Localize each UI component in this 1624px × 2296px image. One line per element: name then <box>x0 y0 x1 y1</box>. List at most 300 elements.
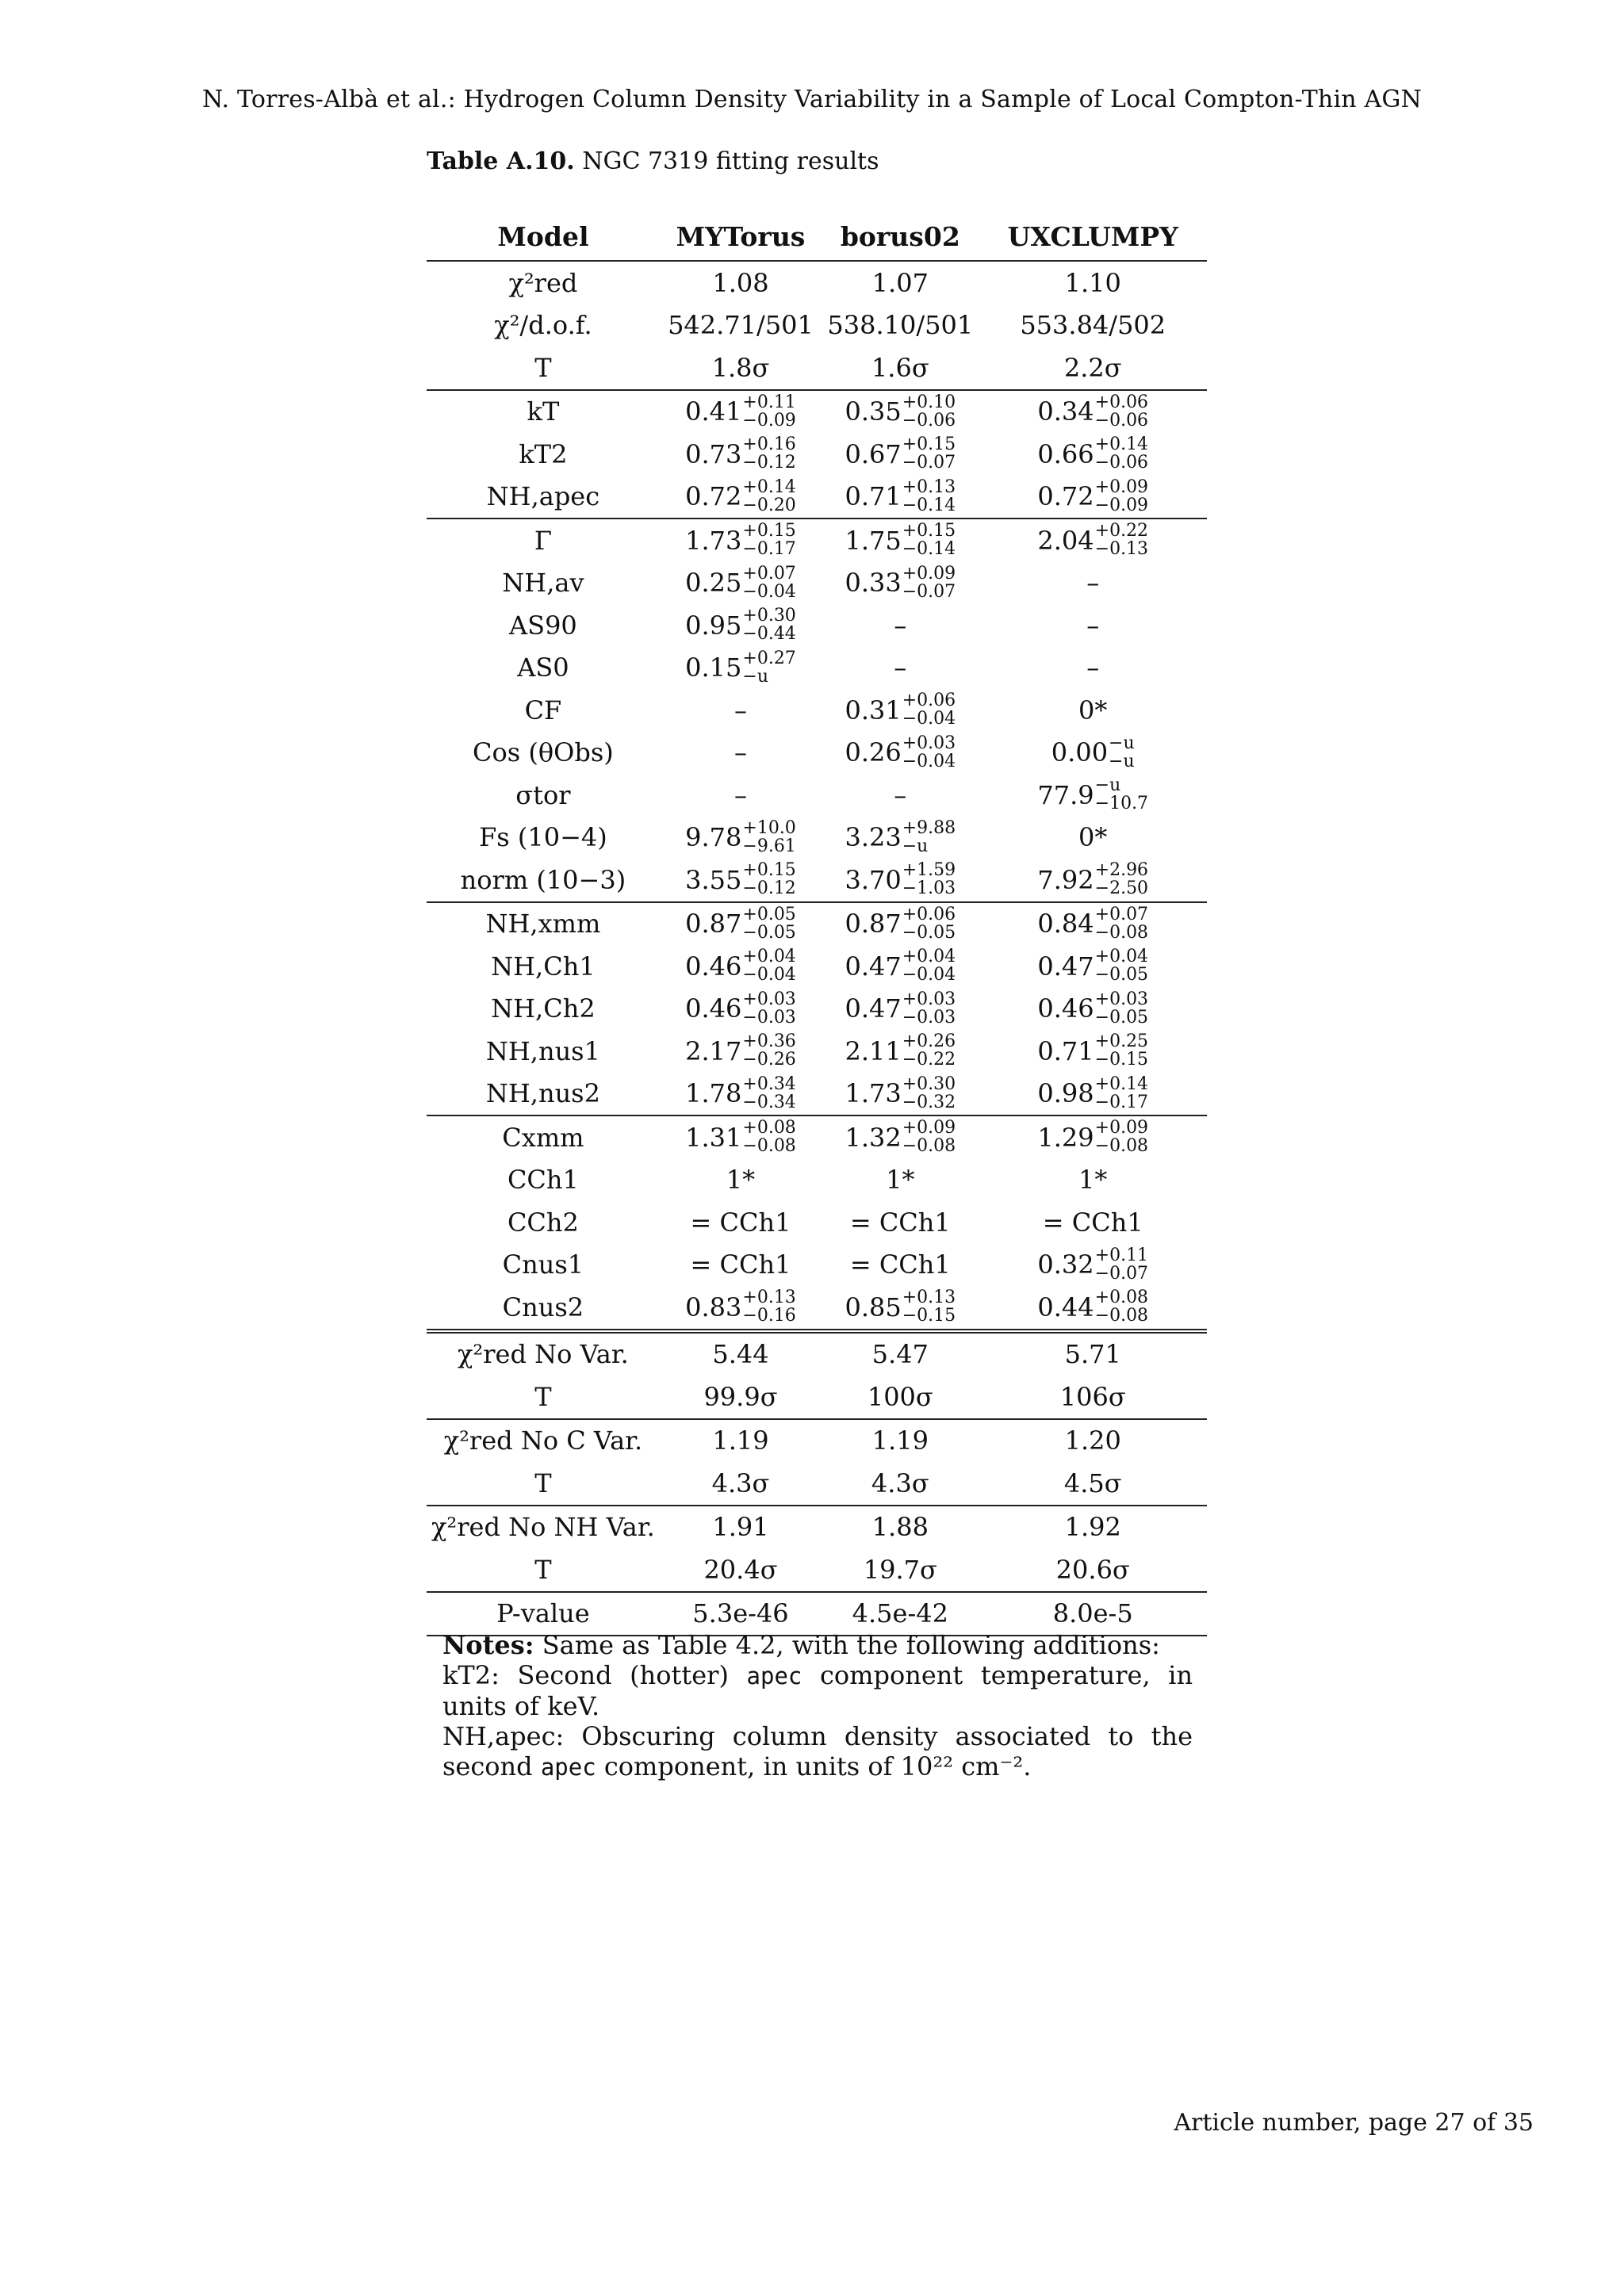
table-cell <box>979 988 1207 1031</box>
table-cell <box>822 1201 979 1244</box>
table-row <box>427 519 1207 562</box>
error-bounds <box>902 692 956 728</box>
lower-error: −0.04 <box>902 965 956 985</box>
cell-value-group <box>1086 610 1100 641</box>
table-cell <box>822 390 979 434</box>
table-cell <box>822 774 979 817</box>
cell-value: 1.92 <box>1064 1512 1121 1543</box>
lower-error: −0.04 <box>742 581 796 602</box>
cell-value-group <box>845 817 956 856</box>
table-cell <box>660 988 822 1031</box>
cell-value: – <box>894 652 907 683</box>
cell-value: 3.70 <box>845 864 902 895</box>
cell-value: 0.31 <box>845 695 902 725</box>
cell-value-group <box>685 817 796 856</box>
row-label: CF <box>524 695 562 725</box>
upper-error: +10.0 <box>742 817 796 838</box>
lower-error: −0.12 <box>742 878 796 899</box>
error-bounds <box>902 948 956 984</box>
cell-value: 0.00 <box>1051 737 1109 768</box>
table-cell <box>822 689 979 732</box>
cell-value: 1.31 <box>685 1122 742 1153</box>
cell-value: 1.29 <box>1037 1122 1094 1153</box>
error-bounds <box>1109 735 1135 771</box>
table-cell <box>979 304 1207 347</box>
row-label: χ²red No Var. <box>458 1339 629 1370</box>
cell-value-group <box>685 1289 796 1325</box>
cell-value-group <box>845 1119 956 1155</box>
cell-value: 4.5e-42 <box>852 1598 948 1629</box>
row-label: χ²red No C Var. <box>443 1425 643 1456</box>
error-bounds <box>902 817 956 856</box>
cell-value: 0.98 <box>1037 1078 1094 1109</box>
cell-value: 1.91 <box>712 1512 769 1543</box>
row-label: NH,xmm <box>485 909 601 939</box>
cell-value: 0.33 <box>845 568 902 599</box>
table-cell <box>979 1331 1207 1376</box>
row-label: T <box>427 1376 660 1419</box>
table-cell <box>822 1548 979 1592</box>
lower-error: −0.44 <box>742 624 796 645</box>
lower-error: −0.14 <box>902 539 956 560</box>
error-bounds <box>1095 991 1148 1027</box>
cell-value-group <box>1037 1073 1149 1112</box>
upper-error: +0.15 <box>742 860 796 881</box>
cell-value: 2.17 <box>685 1035 742 1066</box>
error-bounds <box>742 1289 795 1325</box>
notes-nh-term: NH,apec: <box>442 1721 565 1751</box>
lower-error: −0.08 <box>1094 1306 1149 1326</box>
upper-error: +0.05 <box>742 904 796 924</box>
upper-error: +0.14 <box>1094 434 1149 455</box>
cell-value-group <box>733 695 747 725</box>
cell-value-group <box>1037 436 1148 472</box>
error-bounds <box>742 817 796 856</box>
error-bounds <box>902 862 956 897</box>
table-cell <box>979 859 1207 902</box>
lower-error: −9.61 <box>742 836 796 856</box>
table-body <box>427 261 1207 1636</box>
table-cell <box>822 1159 979 1202</box>
cell-value: 3.23 <box>845 822 902 853</box>
error-bounds <box>742 522 795 558</box>
cell-value-group <box>1037 862 1148 897</box>
cell-value: 0.72 <box>685 481 742 512</box>
row-label: T <box>427 1462 660 1506</box>
upper-error: +0.15 <box>902 521 956 541</box>
upper-error: +0.16 <box>742 434 796 455</box>
cell-value: 9.78 <box>685 822 742 853</box>
upper-error: +0.08 <box>1094 1288 1149 1308</box>
error-bounds <box>902 735 956 771</box>
cell-value: = CCh1 <box>849 1207 951 1238</box>
cell-value: – <box>894 610 907 641</box>
cell-value: – <box>894 779 907 810</box>
lower-error: −0.03 <box>902 1007 956 1027</box>
table-cell <box>660 1548 822 1592</box>
table-row <box>427 1592 1207 1636</box>
cell-value-group <box>685 522 796 558</box>
error-bounds <box>902 436 956 472</box>
cell-value: 1.08 <box>712 267 769 298</box>
table-cell <box>660 859 822 902</box>
error-bounds <box>902 476 956 515</box>
notes-kt2-term: kT2: <box>442 1660 500 1690</box>
cell-value: 1.07 <box>871 267 929 298</box>
cell-value-group <box>712 1512 769 1543</box>
lower-error: −0.17 <box>1094 1092 1149 1112</box>
cell-value: 0* <box>1078 695 1108 725</box>
lower-error: −0.32 <box>902 1092 956 1112</box>
table-cell <box>660 519 822 562</box>
table-cell <box>979 1073 1207 1116</box>
table-cell <box>822 1030 979 1073</box>
upper-error: +0.03 <box>742 989 796 1009</box>
cell-value: – <box>733 695 747 725</box>
error-bounds <box>902 906 956 942</box>
error-bounds <box>742 862 795 897</box>
table-cell <box>979 732 1207 775</box>
running-head: N. Torres-Albà et al.: Hydrogen Column Density Variability in a Sample of Local Compton-Thin AGN <box>202 86 1422 113</box>
table-cell <box>979 1115 1207 1159</box>
notes-line1: Same as Table 4.2, with the following additions: <box>542 1630 1160 1660</box>
lower-error: −0.03 <box>742 1007 796 1027</box>
cell-value-group <box>685 862 796 897</box>
cell-value: 20.4σ <box>703 1554 778 1585</box>
table-cell <box>979 817 1207 859</box>
table-cell <box>822 1592 979 1636</box>
cell-value: 0.25 <box>685 568 742 599</box>
cell-value: 0.34 <box>1037 396 1094 427</box>
upper-error: +0.13 <box>902 476 956 497</box>
cell-value-group <box>1063 352 1122 383</box>
lower-error: −0.13 <box>1094 539 1149 560</box>
table-cell <box>822 988 979 1031</box>
cell-value-group <box>1064 267 1121 298</box>
cell-value: 8.0e-5 <box>1052 1598 1133 1629</box>
cell-value: 1.10 <box>1064 267 1121 298</box>
row-label: Fs (10−4) <box>479 822 607 853</box>
cell-value-group <box>1055 1554 1130 1585</box>
upper-error: +0.06 <box>1094 392 1149 412</box>
table-cell <box>660 1201 822 1244</box>
row-label: norm (10−3) <box>427 859 660 902</box>
header-borus02: borus02 <box>822 212 979 261</box>
cell-value-group <box>894 610 907 641</box>
cell-value: 1.19 <box>712 1425 769 1456</box>
table-row <box>427 1201 1207 1244</box>
table-cell <box>822 433 979 476</box>
cell-value-group <box>685 650 796 686</box>
cell-value-group <box>1064 1512 1121 1543</box>
upper-error: +0.03 <box>902 989 956 1009</box>
upper-error: +0.30 <box>902 1073 956 1094</box>
upper-error: +0.10 <box>902 392 956 412</box>
cell-value-group <box>733 737 747 768</box>
cell-value: 1* <box>1078 1165 1108 1196</box>
cell-value-group <box>845 522 956 558</box>
cell-value-group <box>1037 1119 1148 1155</box>
lower-error: −0.14 <box>902 495 956 515</box>
table-cell <box>660 1506 822 1549</box>
table-cell <box>660 647 822 690</box>
cell-value: – <box>733 779 747 810</box>
upper-error: +0.25 <box>1094 1031 1149 1052</box>
cell-value: 0.72 <box>1037 481 1094 512</box>
cell-value: 0.95 <box>685 610 742 641</box>
cell-value: 0.32 <box>1037 1249 1094 1280</box>
caption-text: NGC 7319 fitting results <box>582 147 879 175</box>
cell-value: 0.71 <box>845 481 902 512</box>
lower-error: −u <box>902 836 929 856</box>
error-bounds <box>902 1289 956 1325</box>
table-cell <box>660 390 822 434</box>
table-cell <box>822 1376 979 1419</box>
cell-value: 0.87 <box>685 909 742 939</box>
table-cell <box>822 902 979 946</box>
error-bounds <box>1095 436 1148 472</box>
error-bounds <box>742 906 795 942</box>
table-cell <box>660 945 822 988</box>
error-bounds <box>742 607 795 643</box>
table-cell <box>822 604 979 647</box>
cell-value-group <box>685 436 796 472</box>
cell-value-group <box>685 565 796 601</box>
table-cell <box>979 604 1207 647</box>
lower-error: −0.15 <box>902 1306 956 1326</box>
table-cell <box>660 902 822 946</box>
cell-value: 0.46 <box>685 951 742 982</box>
cell-value: 5.3e-46 <box>692 1598 789 1629</box>
table-cell <box>979 1244 1207 1287</box>
row-label: AS0 <box>517 652 569 683</box>
notes-label: Notes: <box>442 1630 534 1660</box>
cell-value: = CCh1 <box>1042 1207 1143 1238</box>
cell-value: 5.47 <box>871 1339 929 1370</box>
cell-value-group <box>871 267 929 298</box>
cell-value-group <box>711 352 770 383</box>
table-row <box>427 390 1207 434</box>
cell-value: 0.35 <box>845 396 902 427</box>
cell-value-group <box>1078 1165 1108 1196</box>
table-cell <box>660 1115 822 1159</box>
cell-value: – <box>1086 568 1100 599</box>
error-bounds <box>1094 1073 1149 1112</box>
table-cell <box>979 346 1207 390</box>
upper-error: +0.30 <box>742 606 796 626</box>
lower-error: −u <box>1109 751 1135 771</box>
table-cell <box>979 1030 1207 1073</box>
cell-value-group <box>685 476 796 515</box>
upper-error: +0.34 <box>742 1073 796 1094</box>
upper-error: +0.11 <box>1094 1245 1149 1265</box>
upper-error: +0.03 <box>1094 989 1149 1009</box>
cell-value-group <box>1064 1425 1121 1456</box>
cell-value: 5.44 <box>712 1339 769 1370</box>
cell-value: 1.73 <box>845 1078 902 1109</box>
table-cell <box>660 689 822 732</box>
row-label: NH,Ch1 <box>491 951 596 982</box>
cell-value-group <box>845 476 956 515</box>
cell-value-group <box>863 1554 937 1585</box>
notes-kt2-text-b: component temperature, in units of keV. <box>442 1660 1193 1721</box>
error-bounds <box>1095 906 1148 942</box>
table-row <box>427 604 1207 647</box>
lower-error: −0.09 <box>1094 495 1149 515</box>
cell-value-group <box>685 1119 796 1155</box>
cell-value-group <box>1086 568 1100 599</box>
cell-value: 1.32 <box>845 1122 902 1153</box>
cell-value: = CCh1 <box>690 1249 791 1280</box>
table-row <box>427 689 1207 732</box>
error-bounds <box>742 436 795 472</box>
table-row <box>427 1030 1207 1073</box>
cell-value-group <box>845 1289 956 1325</box>
row-label: σtor <box>515 779 571 810</box>
upper-error: +0.15 <box>902 434 956 455</box>
cell-value-group <box>1052 1598 1133 1629</box>
cell-value: 19.7σ <box>863 1554 937 1585</box>
table-row <box>427 902 1207 946</box>
lower-error: −0.06 <box>1094 410 1149 430</box>
cell-value-group <box>1037 948 1148 984</box>
row-label: NH,nus1 <box>485 1035 600 1066</box>
cell-value: 0.15 <box>685 652 742 683</box>
cell-value-group <box>845 1073 956 1112</box>
lower-error: −0.16 <box>742 1306 796 1326</box>
cell-value: 2.04 <box>1037 525 1094 556</box>
cell-value-group <box>871 352 929 383</box>
table-header-row <box>427 212 1207 261</box>
cell-value-group <box>871 1425 929 1456</box>
cell-value: 0.85 <box>845 1292 902 1322</box>
notes-kt2-code: apec <box>746 1663 802 1689</box>
row-label: NH,Ch2 <box>491 993 596 1024</box>
cell-value-group <box>845 991 956 1027</box>
error-bounds <box>1095 1033 1148 1069</box>
table-cell <box>979 1376 1207 1419</box>
table-cell <box>979 689 1207 732</box>
cell-value-group <box>845 692 956 728</box>
cell-value-group <box>733 779 747 810</box>
lower-error: −0.12 <box>742 453 796 473</box>
table-cell <box>822 1331 979 1376</box>
cell-value: 1.78 <box>685 1078 742 1109</box>
row-label: χ²/d.o.f. <box>494 310 592 341</box>
table-row <box>427 1548 1207 1592</box>
cell-value-group <box>845 862 956 897</box>
table-cell <box>979 1592 1207 1636</box>
upper-error: +0.09 <box>902 563 956 584</box>
upper-error: +0.26 <box>902 1031 956 1052</box>
cell-value-group <box>871 1339 929 1370</box>
cell-value-group <box>845 906 956 942</box>
row-label: CCh2 <box>507 1207 579 1238</box>
cell-value-group <box>827 310 974 341</box>
lower-error: −0.08 <box>742 1136 796 1157</box>
error-bounds <box>1095 1289 1148 1325</box>
lower-error: −0.04 <box>902 751 956 771</box>
error-bounds <box>902 991 956 1027</box>
cell-value-group <box>712 1425 769 1456</box>
cell-value: 538.10/501 <box>827 310 974 341</box>
error-bounds <box>1094 476 1149 515</box>
table-cell <box>822 346 979 390</box>
table-cell <box>822 859 979 902</box>
table-row <box>427 988 1207 1031</box>
cell-value: = CCh1 <box>690 1207 791 1238</box>
header-mytorus: MYTorus <box>660 212 822 261</box>
table-row <box>427 774 1207 817</box>
cell-value: 0.67 <box>845 438 902 469</box>
table-cell <box>822 1506 979 1549</box>
upper-error: +1.59 <box>902 860 956 881</box>
table-cell <box>660 1331 822 1376</box>
table-cell <box>979 1419 1207 1463</box>
cell-value-group <box>726 1165 756 1196</box>
cell-value-group <box>1037 906 1148 942</box>
table-cell <box>822 945 979 988</box>
table-cell <box>822 1462 979 1506</box>
cell-value: = CCh1 <box>849 1249 951 1280</box>
error-bounds <box>742 650 795 686</box>
error-bounds <box>1095 522 1148 558</box>
error-bounds <box>742 1073 796 1112</box>
table-row <box>427 1462 1207 1506</box>
row-label: NH,nus2 <box>427 1073 660 1116</box>
row-label: Cnus2 <box>427 1286 660 1331</box>
table-row <box>427 1286 1207 1331</box>
cell-value-group <box>1078 822 1108 853</box>
cell-value: 3.55 <box>685 864 742 895</box>
caption-label: Table A.10. <box>427 147 575 175</box>
table-cell <box>979 1548 1207 1592</box>
page-footer: Article number, page 27 of 35 <box>1174 2109 1534 2137</box>
notes-intro <box>442 1630 1193 1660</box>
cell-value: 1.73 <box>685 525 742 556</box>
lower-error: −0.15 <box>1094 1050 1149 1070</box>
cell-value-group <box>712 267 769 298</box>
notes-nh-text-b: component, in units of 10²² cm⁻². <box>603 1751 1032 1781</box>
cell-value: 2.2σ <box>1063 352 1122 383</box>
cell-value: 20.6σ <box>1055 1554 1130 1585</box>
table-cell <box>979 774 1207 817</box>
table-cell <box>822 647 979 690</box>
cell-value: 4.3σ <box>871 1468 929 1498</box>
cell-value-group <box>703 1381 778 1412</box>
table-cell <box>660 1030 822 1073</box>
cell-value: 0.83 <box>685 1292 742 1322</box>
upper-error: +0.14 <box>1094 1073 1149 1094</box>
error-bounds <box>902 1033 956 1069</box>
table-row <box>427 732 1207 775</box>
error-bounds <box>742 991 795 1027</box>
cell-value: 1.20 <box>1064 1425 1121 1456</box>
table-cell <box>822 261 979 304</box>
error-bounds <box>742 948 795 984</box>
cell-value: 1* <box>726 1165 756 1196</box>
table-row <box>427 1159 1207 1202</box>
cell-value-group <box>1064 1339 1121 1370</box>
cell-value: 0* <box>1078 822 1108 853</box>
error-bounds <box>1095 777 1148 813</box>
notes-nh-code: apec <box>540 1754 596 1781</box>
upper-error: +0.06 <box>902 904 956 924</box>
row-label: NH,apec <box>427 476 660 519</box>
lower-error: −10.7 <box>1094 794 1149 814</box>
cell-value: 106σ <box>1059 1381 1126 1412</box>
cell-value-group <box>1037 777 1148 813</box>
